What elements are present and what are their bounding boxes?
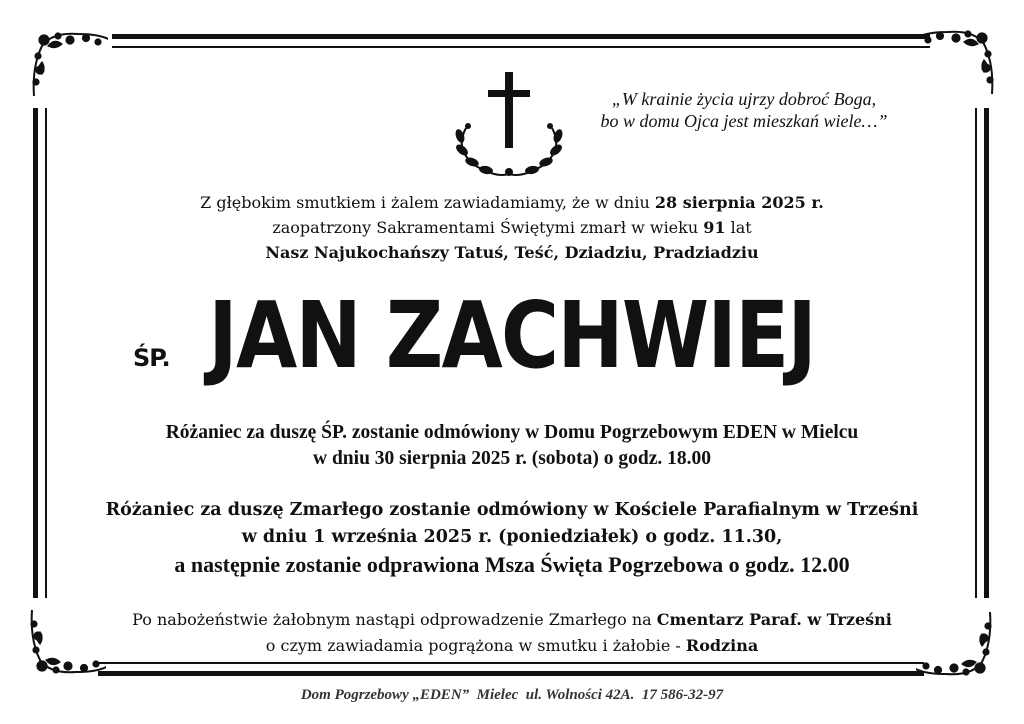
deceased-prefix: ŚP. [133, 344, 170, 372]
after-line-1 [0, 607, 1024, 633]
rosary-home-line-2: w dniu 30 sierpnia 2025 r. (sobota) o godz. 18.00 [313, 448, 711, 469]
intro-line-1 [0, 190, 1024, 215]
rosary-church-line-1: Różaniec za duszę Zmarłego zostanie odmówiony w Kościele Parafialnym w Trześni [105, 500, 919, 520]
death-date: 28 sierpnia 2025 r. [654, 193, 824, 212]
intro-line-1-text: Z głębokim smutkiem i żalem zawiadamiamy, że w dniu [200, 193, 655, 212]
cemetery: Cmentarz Paraf. w Trześni [656, 610, 892, 629]
procession-info [0, 607, 1024, 659]
rosary-home-line-1: Różaniec za duszę ŚP. zostanie odmówiony w Domu Pogrzebowym EDEN w Mielcu [165, 422, 859, 443]
intro-line-2-text: zaopatrzony Sakramentami Świętymi zmarł w wieku [272, 218, 704, 237]
after-line-2-text: o czym zawiadamia pogrążona w smutku i żałobie - [265, 636, 686, 655]
floral-corner-icon [918, 24, 998, 104]
rosary-funeral-home [0, 420, 1024, 472]
funeral-home-footer: Dom Pogrzebowy „EDEN” Mielec ul. Wolności 42A. 17 586-32-97 [300, 687, 724, 703]
frame-top-outer [112, 34, 930, 39]
after-line-2 [0, 633, 1024, 659]
intro-line-2 [0, 215, 1024, 240]
age: 91 [703, 218, 726, 237]
deceased-name: JAN ZACHWIEJ [208, 282, 816, 389]
frame-top-inner [112, 46, 930, 48]
after-line-1-text: Po nabożeństwie żałobnym nastąpi odprowadzenie Zmarłego na [132, 610, 657, 629]
floral-corner-icon [28, 26, 108, 106]
intro-line-3: Nasz Najukochańszy Tatuś, Teść, Dziadziu, Pradziadziu [265, 243, 759, 262]
frame-bottom-inner [98, 662, 924, 664]
announcement-intro [0, 190, 1024, 265]
family: Rodzina [685, 636, 759, 655]
quote-line-2: bo w domu Ojca jest mieszkań wiele…” [600, 111, 888, 131]
funeral-mass: a następnie zostanie odprawiona Msza Święta Pogrzebowa o godz. 12.00 [174, 552, 850, 577]
deceased-name-row [0, 282, 1024, 402]
intro-line-2-suffix: lat [725, 218, 752, 237]
scripture-quote [574, 88, 914, 132]
rosary-church-line-2: w dniu 1 września 2025 r. (poniedziałek) o godz. 11.30, [241, 527, 783, 547]
quote-line-1: „W krainie życia ujrzy dobroć Boga, [611, 89, 877, 109]
rosary-church [0, 497, 1024, 551]
frame-bottom-outer [98, 671, 924, 676]
cross-icon [446, 70, 572, 180]
